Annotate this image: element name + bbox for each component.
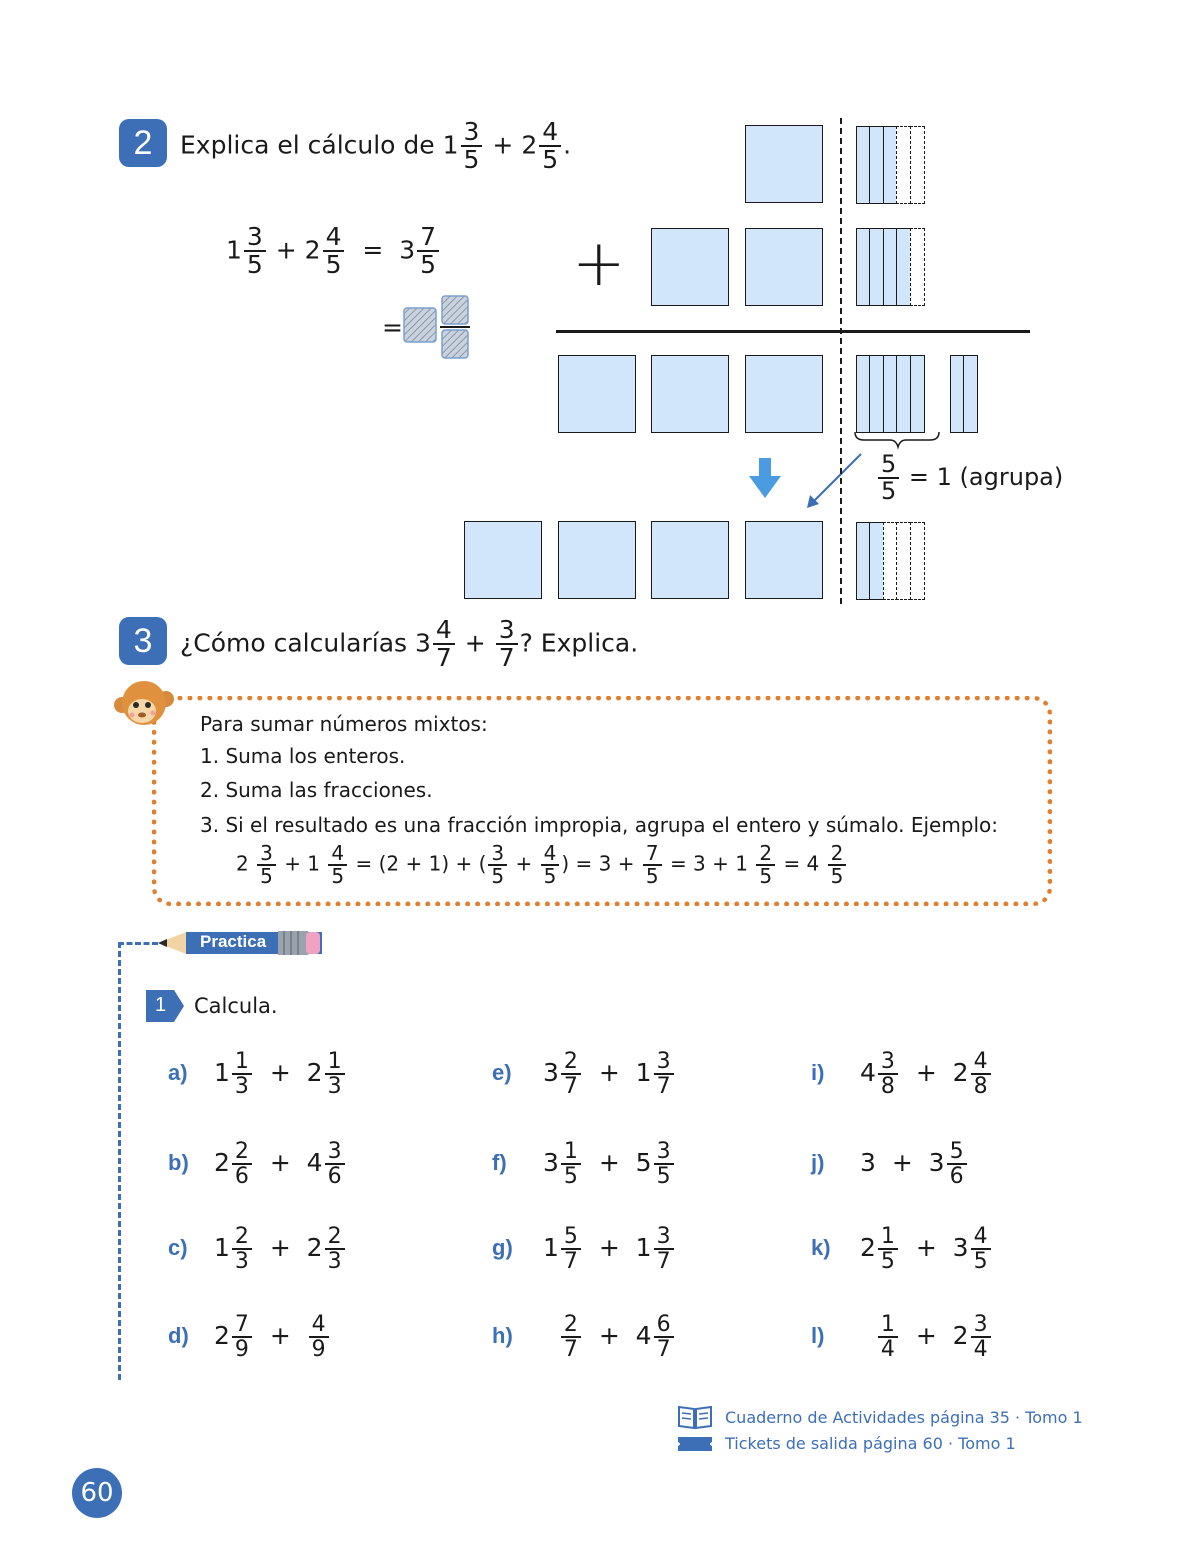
whole: 3 [952,1233,969,1263]
denominator: 7 [563,1249,578,1275]
fraction [971,1050,991,1098]
plus-whole: + 1 [284,851,321,876]
pointer-arrow-line [813,454,861,502]
exercise-label: c) [168,1235,188,1260]
denominator: 5 [973,1249,988,1275]
fifths-strip-4-of-5 [857,228,925,306]
exercise-expression [214,1225,347,1273]
fraction [947,1140,967,1188]
exercise-expression [214,1050,347,1098]
monkey-mascot-icon [112,675,176,733]
plus-sign: + [915,1233,937,1263]
numerator: 3 [488,843,507,866]
footer-exit-tickets: Tickets de salida página 60 · Tomo 1 [725,1434,1016,1453]
fraction [971,1225,991,1273]
exercise-1-title: Calcula. [194,994,278,1018]
whole: 3 [543,1058,559,1088]
fraction [232,1050,252,1098]
tip-step-2: 2. Suma las fracciones. [200,778,433,802]
fraction [328,843,347,887]
plus-sign: + [269,1233,291,1263]
exercise-expression [860,1140,969,1188]
plus-sign: + [275,235,297,265]
numerator: 3 [244,224,266,252]
whole: 3 [928,1148,945,1178]
question-3-badge: 3 [119,617,167,665]
denominator: 8 [973,1074,988,1100]
numerator: 4 [971,1050,991,1075]
blank-numerator-box [442,296,468,324]
fraction [654,1050,674,1098]
unit-square [745,355,823,433]
denominator: 5 [542,145,559,175]
denominator: 5 [491,864,505,888]
unit-square [745,521,823,599]
example-text: = 4 [783,851,820,876]
numerator: 1 [232,1050,252,1075]
fraction [488,843,507,887]
plus-sign: + [891,1148,913,1178]
plus-sign: + [915,1058,937,1088]
whole: 1 [635,1058,652,1088]
fraction [541,843,560,887]
denominator: 5 [645,864,659,888]
exercise-label: h) [492,1323,513,1348]
plus-sign: + [269,1058,291,1088]
fraction [643,843,662,887]
empty-fifth [910,522,925,600]
exercise-label: f) [492,1150,507,1175]
whole: 5 [635,1148,652,1178]
exercise-label: d) [168,1323,189,1348]
whole: 1 [543,1233,559,1263]
numerator: 1 [325,1050,345,1075]
plus-sign: + [598,1321,620,1351]
plus-sign: + [515,851,533,876]
whole: 2 [306,1058,323,1088]
denominator: 5 [325,250,342,280]
whole: 3 [415,628,431,658]
numerator: 5 [561,1225,581,1250]
unit-square [651,521,729,599]
numerator: 3 [878,1050,898,1075]
denominator: 5 [563,1164,578,1190]
numerator: 6 [654,1313,674,1338]
numerator: 4 [539,119,561,147]
question-2-badge: 2 [119,119,167,167]
fraction [244,224,266,279]
five-fifths-fraction [878,452,899,504]
fraction [561,1225,581,1273]
denominator: 4 [880,1337,895,1363]
unit-square [558,521,636,599]
numerator: 3 [325,1140,345,1165]
denominator: 7 [656,1074,671,1100]
fifths-strip-5-of-5 [857,355,925,433]
tip-step-1: 1. Suma los enteros. [200,744,406,768]
numerator: 1 [878,1313,898,1338]
whole: 2 [860,1233,876,1263]
whole: 1 [214,1058,230,1088]
fraction [232,1313,252,1361]
numerator: 3 [257,843,276,866]
fifths-strip-2-of-5 [857,522,925,600]
fraction [654,1140,674,1188]
separator-dashed-line [840,118,842,604]
diagram-arrows [745,450,875,510]
q2-fraction-2 [539,119,561,174]
q2-equation [226,224,441,279]
unit-square [745,125,823,203]
unit-square [745,228,823,306]
fraction [828,843,847,887]
numerator: 4 [323,224,345,252]
whole: 2 [952,1321,969,1351]
answer-blank-boxes [402,294,472,360]
plus-sign: + [492,130,514,160]
denominator: 7 [656,1337,671,1363]
question-3-text [180,617,638,672]
question-2-text [180,119,571,174]
denominator: 6 [949,1164,964,1190]
fraction [971,1313,991,1361]
exercise-expression [543,1313,676,1361]
exercise-label: b) [168,1150,189,1175]
fraction [878,1050,898,1098]
fraction [232,1140,252,1188]
footer-activity-book: Cuaderno de Actividades página 35 · Tomo 1 [725,1408,1083,1427]
numerator: 4 [433,617,455,645]
exercise-label: l) [811,1323,825,1348]
plus-sign: + [598,1148,620,1178]
whole: 3 [399,235,416,265]
denominator: 5 [246,250,263,280]
q2-fraction-1 [461,119,483,174]
denominator: 7 [563,1074,578,1100]
denominator: 5 [880,1249,895,1275]
numerator: 4 [971,1225,991,1250]
whole: 4 [635,1321,652,1351]
fraction [232,1225,252,1273]
denominator: 7 [435,643,452,673]
denominator: 5 [260,864,273,888]
fifths-strip-3-of-5 [857,126,925,204]
numerator: 2 [232,1225,252,1250]
sum-line [556,330,1030,333]
denominator: 8 [880,1074,895,1100]
denominator: 3 [234,1249,249,1275]
exercise-expression [860,1225,993,1273]
practice-vertical-line [118,942,121,1380]
fraction [325,1140,345,1188]
numerator: 3 [654,1140,674,1165]
numerator: 4 [328,843,347,866]
group-text: = 1 (agrupa) [908,463,1064,492]
denominator: 4 [973,1337,988,1363]
fraction [325,1050,345,1098]
denominator: 3 [327,1074,342,1100]
page-number: 60 [72,1468,122,1518]
tip-step-3: 3. Si el resultado es una fracción impropia, agrupa el entero y súmalo. Ejemplo: [200,813,999,837]
fraction [323,224,345,279]
example-text: ) = 3 + [561,851,635,876]
exercise-expression [214,1140,347,1188]
example-text: = (2 + 1) + ( [355,851,487,876]
question-3-suffix: ? Explica. [519,628,639,658]
denominator: 5 [543,864,557,888]
numerator: 5 [947,1140,967,1165]
fraction [878,1225,898,1273]
exercise-label: a) [168,1060,188,1085]
whole: 4 [860,1058,876,1088]
exercise-1-number: 1 [155,994,167,1016]
unit-square [651,228,729,306]
whole: 4 [306,1148,323,1178]
empty-fifth [910,126,925,204]
fraction [496,617,518,672]
numerator: 2 [561,1050,581,1075]
group-label [876,452,1063,504]
denominator: 3 [327,1249,342,1275]
practice-label: Practica [200,932,267,951]
q2-whole-2: 2 [521,130,538,160]
grouping-brace [852,430,942,450]
practice-bracket-line [118,942,158,945]
whole: 2 [306,1233,323,1263]
numerator: 1 [561,1140,581,1165]
whole: 3 [543,1148,559,1178]
numerator: 7 [417,224,439,252]
fraction [325,1225,345,1273]
fraction [654,1225,674,1273]
exercise-label: e) [492,1060,512,1085]
denominator: 7 [498,643,515,673]
denominator: 6 [327,1164,342,1190]
plus-sign: + [915,1321,937,1351]
fraction [561,1050,581,1098]
whole: 2 [952,1058,969,1088]
numerator: 1 [878,1225,898,1250]
whole: 2 [304,235,321,265]
blank-denominator-box [442,330,468,358]
denominator: 5 [463,145,480,175]
q2-whole-1: 1 [442,130,459,160]
numerator: 3 [654,1225,674,1250]
numerator: 7 [232,1313,252,1338]
plus-sign: + [269,1148,291,1178]
fraction [309,1313,329,1361]
unit-square [464,521,542,599]
denominator: 9 [311,1337,326,1363]
exercise-expression [860,1050,993,1098]
numerator: 5 [878,452,899,479]
filled-fifth [910,355,925,433]
exercise-label: j) [811,1150,825,1175]
equals-sign: = [362,235,384,265]
fraction [878,1313,898,1361]
whole: 1 [635,1233,652,1263]
unit-square [651,355,729,433]
whole: 3 [860,1148,876,1178]
plus-sign: + [598,1233,620,1263]
tip-title: Para sumar números mixtos: [200,712,488,736]
plus-sign-large: + [572,227,626,301]
exercise-expression [543,1225,676,1273]
numerator: 2 [232,1140,252,1165]
question-3-prefix: ¿Cómo calcularías [180,628,408,658]
fraction [257,843,276,887]
fraction [561,1140,581,1188]
denominator: 3 [234,1074,249,1100]
example-text: = 3 + 1 [669,851,748,876]
numerator: 2 [756,843,775,866]
q2-answer-equals: = [382,313,403,342]
fraction [433,617,455,672]
numerator: 3 [461,119,483,147]
numerator: 2 [325,1225,345,1250]
period: . [563,130,572,160]
fraction [417,224,439,279]
whole: 2 [214,1148,230,1178]
unit-square [558,355,636,433]
fifths-strip-extra-2 [951,355,978,433]
empty-fifth [910,228,925,306]
book-icon [677,1404,713,1430]
numerator: 4 [541,843,560,866]
denominator: 5 [656,1164,671,1190]
numerator: 3 [971,1313,991,1338]
numerator: 3 [496,617,518,645]
filled-fifth [963,355,978,433]
down-arrow-icon [749,458,781,498]
numerator: 2 [561,1313,581,1338]
exercise-label: i) [811,1060,825,1085]
plus-sign: + [464,628,486,658]
denominator: 5 [881,477,897,506]
whole: 1 [226,235,242,265]
question-2-prefix: Explica el cálculo de [180,130,435,160]
denominator: 5 [830,864,844,888]
whole: 2 [214,1321,230,1351]
whole: 2 [236,851,249,876]
exercise-expression [214,1313,331,1361]
numerator: 4 [309,1313,329,1338]
denominator: 7 [656,1249,671,1275]
numerator: 3 [654,1050,674,1075]
fraction [561,1313,581,1361]
plus-sign: + [598,1058,620,1088]
numerator: 2 [828,843,847,866]
ticket-icon [677,1434,713,1454]
exercise-expression [543,1050,676,1098]
denominator: 9 [234,1337,249,1363]
fraction [654,1313,674,1361]
denominator: 5 [759,864,773,888]
denominator: 5 [420,250,437,280]
exercise-label: k) [811,1235,831,1260]
whole: 1 [214,1233,230,1263]
numerator: 7 [643,843,662,866]
denominator: 6 [234,1164,249,1190]
exercise-label: g) [492,1235,513,1260]
tip-example [236,843,848,887]
denominator: 5 [331,864,345,888]
exercise-expression [543,1140,676,1188]
fraction [756,843,775,887]
denominator: 7 [563,1337,578,1363]
plus-sign: + [269,1321,291,1351]
blank-whole-box [404,308,436,342]
exercise-expression [860,1313,993,1361]
